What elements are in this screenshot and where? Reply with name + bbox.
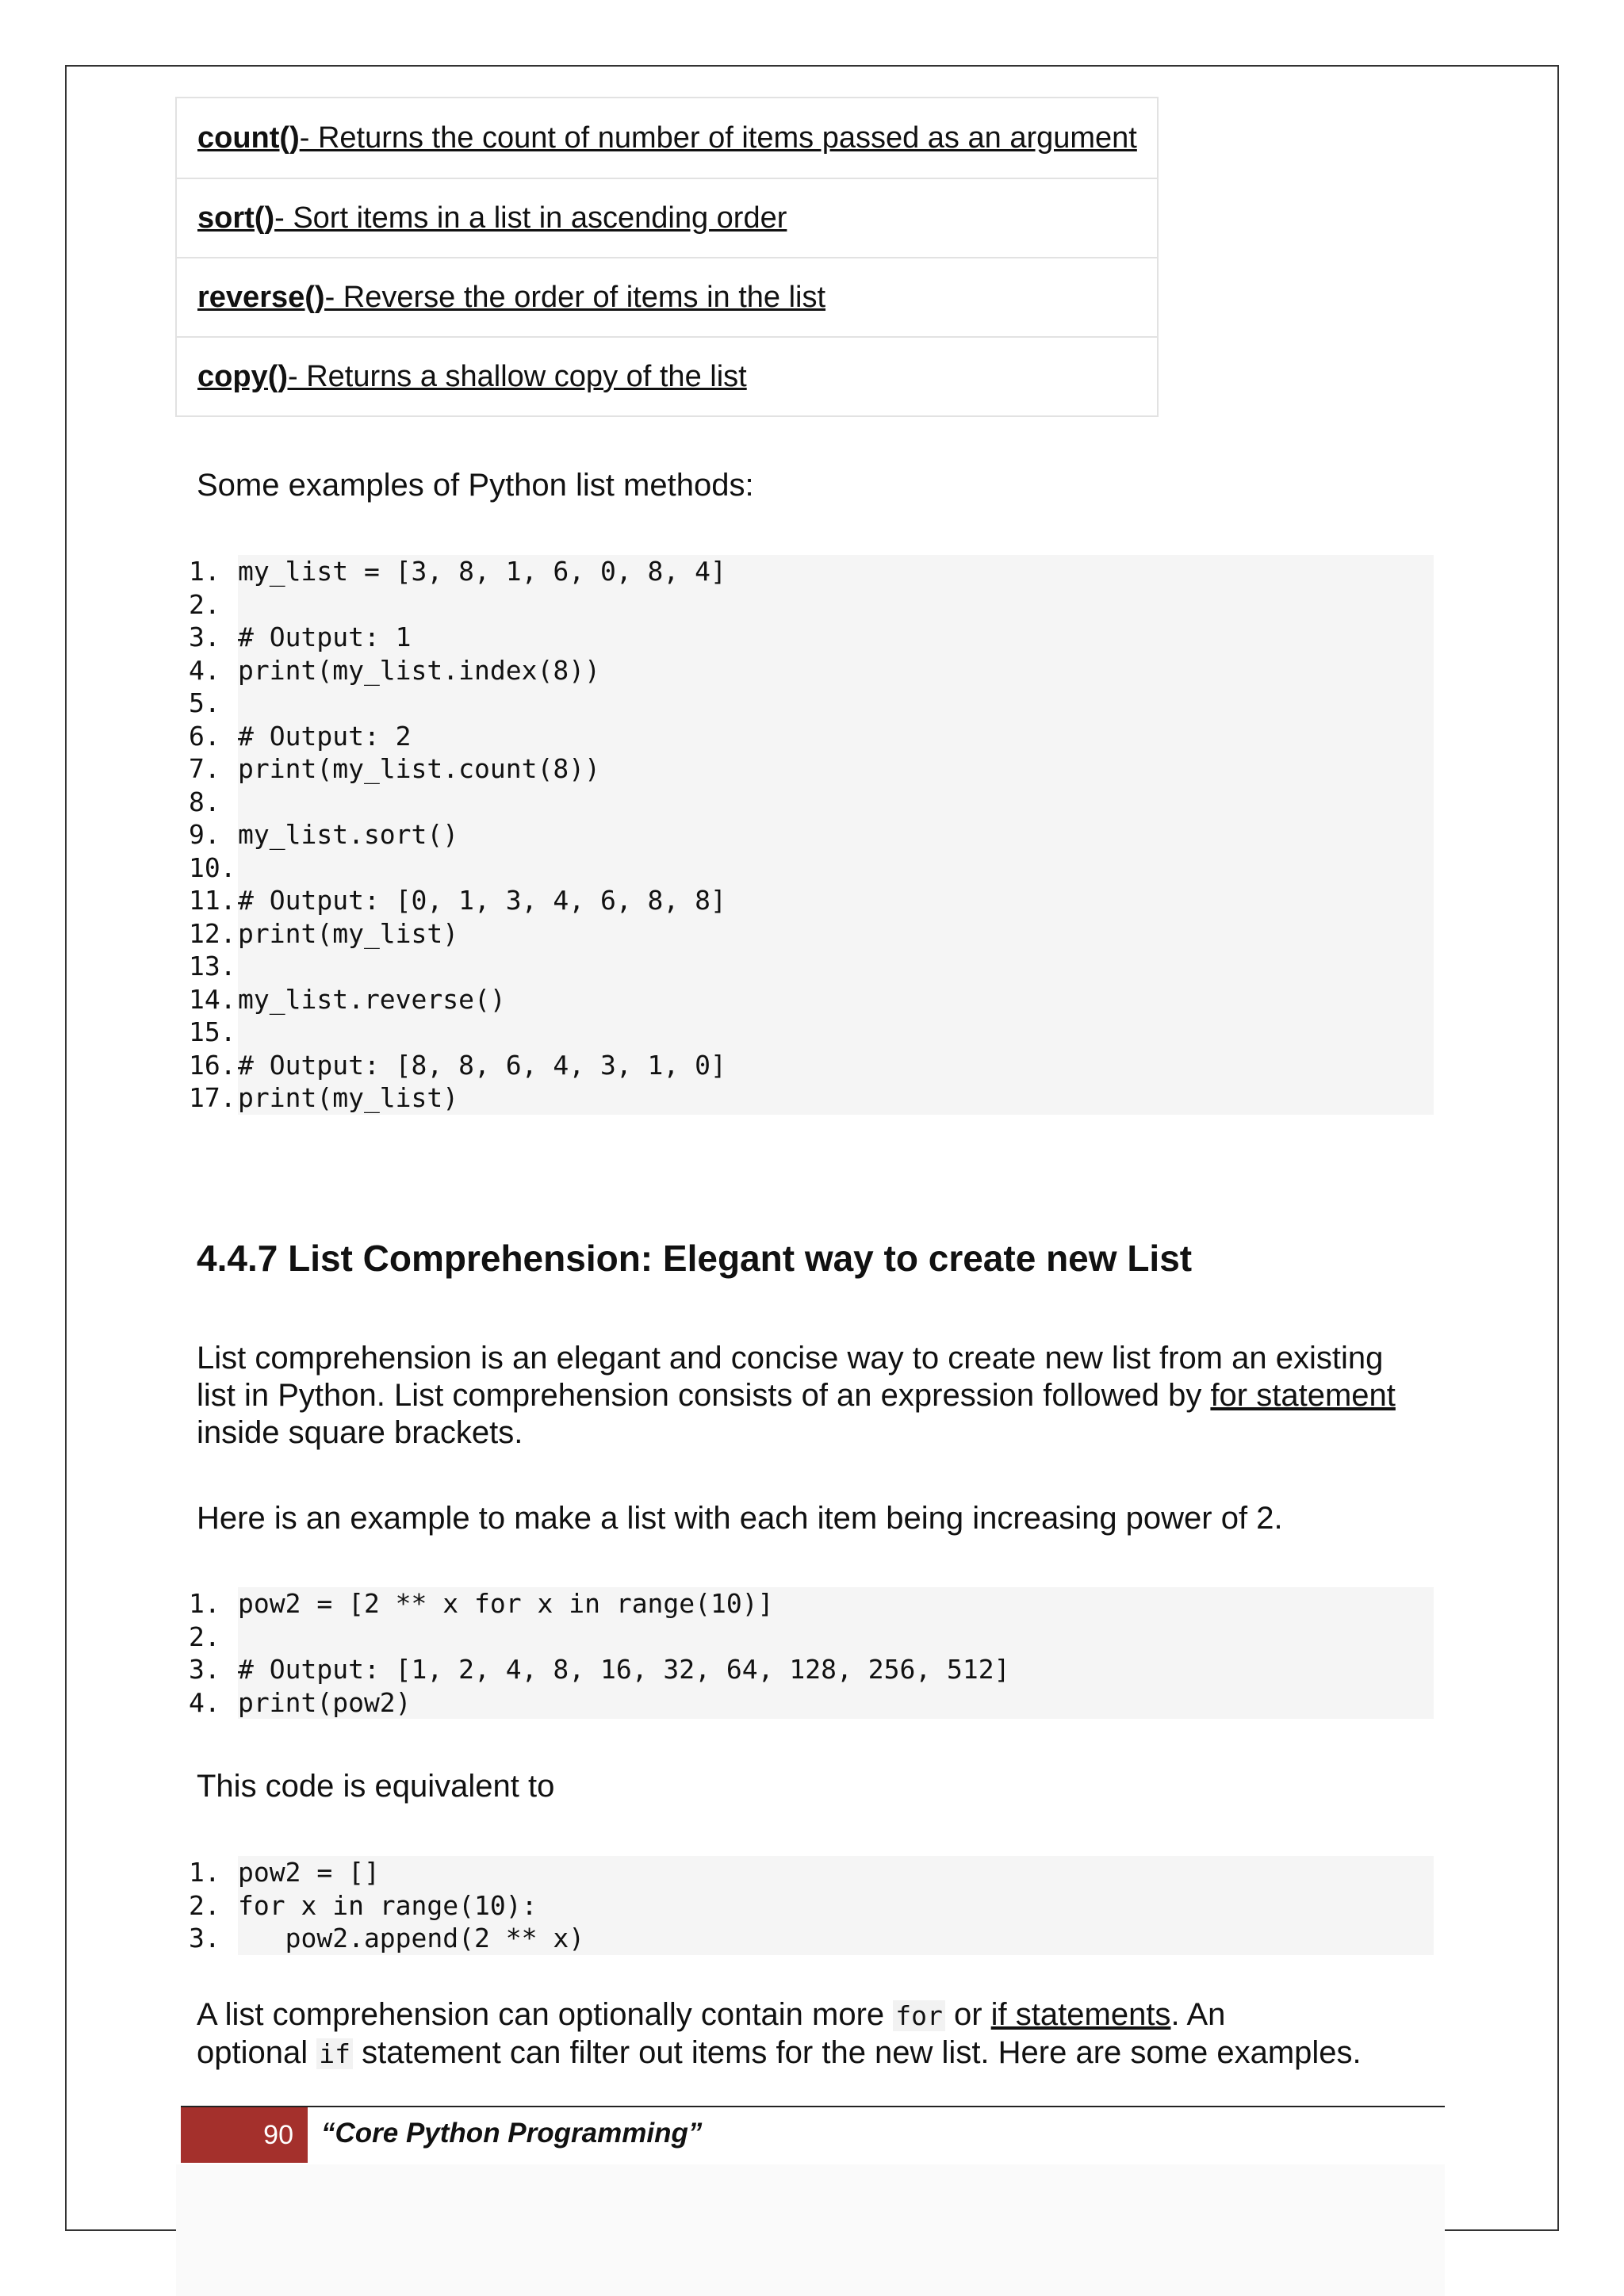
method-row-copy <box>177 336 1157 415</box>
line-number: 5. <box>189 687 220 718</box>
code-text <box>238 588 1434 622</box>
code-text: pow2 = [] <box>238 1856 1434 1889</box>
method-row-count <box>177 98 1157 178</box>
book-title: “Core Python Programming” <box>321 2118 703 2149</box>
code-text: print(my_list) <box>238 917 1434 951</box>
method-row-reverse <box>177 257 1157 336</box>
paragraph-text: or <box>944 1997 991 2032</box>
footer-rule <box>181 2106 1445 2107</box>
code-text: print(my_list) <box>238 1081 1434 1115</box>
method-description: - Reverse the order of items in the list <box>324 280 826 314</box>
line-number: 14. <box>189 983 236 1015</box>
bottom-strip <box>176 2164 1445 2296</box>
code-text <box>238 950 1434 983</box>
line-number: 1. <box>189 556 220 587</box>
code-line <box>189 851 1434 885</box>
code-text: # Output: [8, 8, 6, 4, 3, 1, 0] <box>238 1049 1434 1082</box>
code-text <box>238 687 1434 720</box>
code-text: pow2 = [2 ** x for x in range(10)] <box>238 1587 1434 1621</box>
code-line <box>189 1016 1434 1049</box>
inline-code-if: if <box>316 2038 353 2069</box>
code-line <box>189 555 1434 588</box>
code-line <box>189 621 1434 654</box>
line-number: 15. <box>189 1016 236 1047</box>
line-number: 17. <box>189 1082 236 1113</box>
method-name: reverse() <box>197 280 325 314</box>
line-number: 3. <box>189 1923 220 1954</box>
equivalent-intro: This code is equivalent to <box>197 1769 555 1804</box>
line-number: 11. <box>189 885 236 916</box>
code-line <box>189 1621 1434 1654</box>
line-number: 8. <box>189 786 220 817</box>
method-description: - Sort items in a list in ascending order <box>274 201 787 235</box>
code-line <box>189 983 1434 1016</box>
code-text <box>238 1621 1434 1654</box>
comprehension-paragraph <box>197 1340 1450 1452</box>
method-name: count() <box>197 121 300 155</box>
examples-intro: Some examples of Python list methods: <box>197 468 754 503</box>
code-line <box>189 687 1434 720</box>
code-text: pow2.append(2 ** x) <box>238 1922 1434 1955</box>
code-line <box>189 1049 1434 1082</box>
code-line <box>189 1889 1434 1923</box>
code-text <box>238 786 1434 819</box>
optional-if-paragraph <box>197 1996 1450 2072</box>
line-number: 2. <box>189 588 220 620</box>
line-number: 9. <box>189 819 220 850</box>
code-line <box>189 1587 1434 1621</box>
code-line <box>189 1081 1434 1115</box>
line-number: 1. <box>189 1588 220 1619</box>
line-number: 2. <box>189 1889 220 1921</box>
paragraph-text: List comprehension is an elegant and concise way to create new list from an existing <box>197 1341 1384 1376</box>
code-text: # Output: 1 <box>238 621 1434 654</box>
code-line <box>189 786 1434 819</box>
code-line <box>189 720 1434 753</box>
code-line <box>189 950 1434 983</box>
line-number: 4. <box>189 654 220 686</box>
code-block-loop <box>189 1856 1434 1955</box>
method-name: copy() <box>197 359 288 393</box>
line-number: 13. <box>189 951 236 982</box>
line-number: 2. <box>189 1621 220 1652</box>
code-line <box>189 917 1434 951</box>
code-line <box>189 1922 1434 1955</box>
paragraph-text: statement can filter out items for the new list. Here are some examples. <box>352 2035 1362 2070</box>
code-text: print(my_list.index(8)) <box>238 654 1434 687</box>
code-line <box>189 588 1434 622</box>
if-statements-link[interactable]: if statements <box>990 1997 1171 2032</box>
code-block-pow2 <box>189 1587 1434 1719</box>
code-block-list-methods <box>189 555 1434 1115</box>
list-methods-table <box>175 97 1159 417</box>
line-number: 3. <box>189 622 220 652</box>
line-number: 7. <box>189 753 220 784</box>
paragraph-text: inside square brackets. <box>197 1415 523 1450</box>
code-text <box>238 851 1434 885</box>
code-line <box>189 1653 1434 1686</box>
code-text: # Output: [0, 1, 3, 4, 6, 8, 8] <box>238 884 1434 917</box>
code-text <box>238 1016 1434 1049</box>
line-number: 1. <box>189 1857 220 1888</box>
power-example-intro: Here is an example to make a list with each item being increasing power of 2. <box>197 1501 1283 1536</box>
line-number: 10. <box>189 851 236 883</box>
method-name: sort() <box>197 201 275 235</box>
method-description: - Returns the count of number of items passed as an argument <box>299 121 1137 155</box>
code-text: # Output: 2 <box>238 720 1434 753</box>
for-statement-link[interactable]: for statement <box>1210 1378 1396 1413</box>
paragraph-text: list in Python. List comprehension consists of an expression followed by <box>197 1378 1211 1413</box>
code-text: # Output: [1, 2, 4, 8, 16, 32, 64, 128, 256, 512] <box>238 1653 1434 1686</box>
paragraph-text: optional <box>197 2035 317 2070</box>
code-text: print(my_list.count(8)) <box>238 752 1434 786</box>
section-heading: 4.4.7 List Comprehension: Elegant way to create new List <box>197 1238 1193 1279</box>
code-line <box>189 752 1434 786</box>
paragraph-text: . An <box>1170 1997 1226 2032</box>
line-number: 12. <box>189 917 236 949</box>
code-line <box>189 818 1434 851</box>
code-line <box>189 654 1434 687</box>
code-line <box>189 1856 1434 1889</box>
code-line <box>189 1686 1434 1720</box>
line-number: 16. <box>189 1049 236 1081</box>
method-row-sort <box>177 178 1157 257</box>
code-text: my_list = [3, 8, 1, 6, 0, 8, 4] <box>238 555 1434 588</box>
code-text: my_list.sort() <box>238 818 1434 851</box>
inline-code-for: for <box>893 2000 945 2031</box>
line-number: 4. <box>189 1686 220 1718</box>
code-text: for x in range(10): <box>238 1889 1434 1923</box>
line-number: 3. <box>189 1654 220 1685</box>
line-number: 6. <box>189 720 220 752</box>
method-description: - Returns a shallow copy of the list <box>288 359 747 393</box>
page-number: 90 <box>181 2107 308 2163</box>
paragraph-text: A list comprehension can optionally contain more <box>197 1997 894 2032</box>
code-text: my_list.reverse() <box>238 983 1434 1016</box>
code-text: print(pow2) <box>238 1686 1434 1720</box>
code-line <box>189 884 1434 917</box>
